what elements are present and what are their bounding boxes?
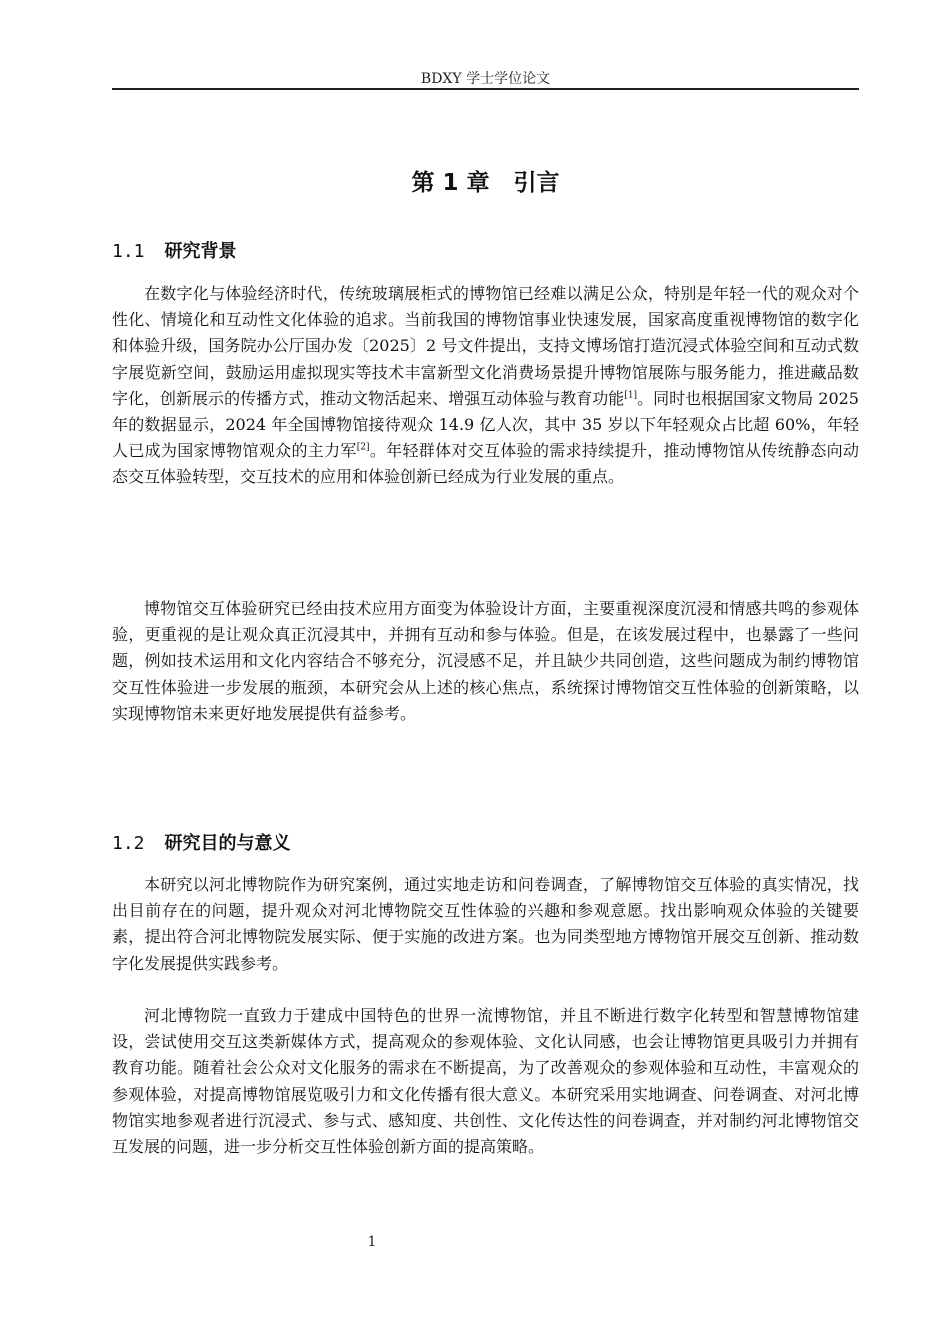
citation-2: [2] bbox=[356, 442, 370, 453]
section-heading-1-1 bbox=[112, 237, 237, 267]
paragraph-background-1: 在数字化与体验经济时代，传统玻璃展柜式的博物馆已经难以满足公众，特别是年轻一代的观众对个性化、情境化和互动性文化体验的追求。当前我国的博物馆事业快速发展，国家高度重视博物馆的数字化和体验升级，国务院办公厅国办发〔2025〕2 号文件提出，支持文博场馆打造沉浸式体验空间和互动式数字展览新空间，鼓励运用虚拟现实等技术丰富新型文化消费场景提升博物馆展陈与服务能力，推进藏品数字化，创新展示的传播方式，推动文物活起来、增强互动体验与教育功能[1]。同时也根据国家文物局 2025 年的数据显示，2024 年全国博物馆接待观众 14.9 亿人次，其中 35 岁以下年轻观众占比超 60%，年轻人已成为国家博物馆观众的主力军[2]。年轻群体对交互体验的需求持续提升，推动博物馆从传统静态向动态交互体验转型，交互技术的应用和体验创新已经成为行业发展的重点。 bbox=[112, 284, 859, 487]
paragraph-purpose-1: 本研究以河北博物院作为研究案例，通过实地走访和问卷调查，了解博物馆交互体验的真实情况，找出目前存在的问题，提升观众对河北博物院交互性体验的兴趣和参观意愿。找出影响观众体验的关键要素，提出符合河北博物院发展实际、便于实施的改进方案。也为同类型地方博物馆开展交互创新、推动数字化发展提供实践参考。 bbox=[112, 875, 859, 973]
chapter-number: 第 1 章 bbox=[411, 170, 490, 196]
header-rule bbox=[112, 88, 859, 90]
page-number: 1 bbox=[367, 1234, 377, 1250]
chapter-title: 引言 bbox=[513, 170, 560, 196]
paragraph-background-2: 博物馆交互体验研究已经由技术应用方面变为体验设计方面，主要重视深度沉浸和情感共鸣的参观体验，更重视的是让观众真正沉浸其中，并拥有互动和参与体验。但是，在该发展过程中，也暴露了一些问题，例如技术运用和文化内容结合不够充分，沉浸感不足，并且缺少共同创造，这些问题成为制约博物馆交互性体验进一步发展的瓶颈，本研究会从上述的核心焦点，系统探讨博物馆交互性体验的创新策略，以实现博物馆未来更好地发展提供有益参考。 bbox=[112, 599, 859, 723]
section-heading-1-2 bbox=[112, 829, 291, 859]
section-number: 1.2 bbox=[112, 833, 145, 854]
section-title: 研究背景 bbox=[164, 241, 237, 262]
chapter-heading bbox=[112, 166, 859, 200]
citation-1: [1] bbox=[624, 390, 638, 401]
paragraph-purpose-2: 河北博物院一直致力于建成中国特色的世界一流博物馆，并且不断进行数字化转型和智慧博物馆建设，尝试使用交互这类新媒体方式，提高观众的参观体验、文化认同感，也会让博物馆更具吸引力并拥有教育功能。随着社会公众对文化服务的需求在不断提高，为了改善观众的参观体验和互动性，丰富观众的参观体验，对提高博物馆展览吸引力和文化传播有很大意义。本研究采用实地调查、问卷调查、对河北博物馆实地参观者进行沉浸式、参与式、感知度、共创性、文化传达性的问卷调查，并对制约河北博物馆交互发展的问题，进一步分析交互性体验创新方面的提高策略。 bbox=[112, 1006, 859, 1157]
section-title: 研究目的与意义 bbox=[164, 833, 291, 854]
running-header: BDXY 学士学位论文 bbox=[420, 71, 551, 87]
section-number: 1.1 bbox=[112, 241, 145, 262]
